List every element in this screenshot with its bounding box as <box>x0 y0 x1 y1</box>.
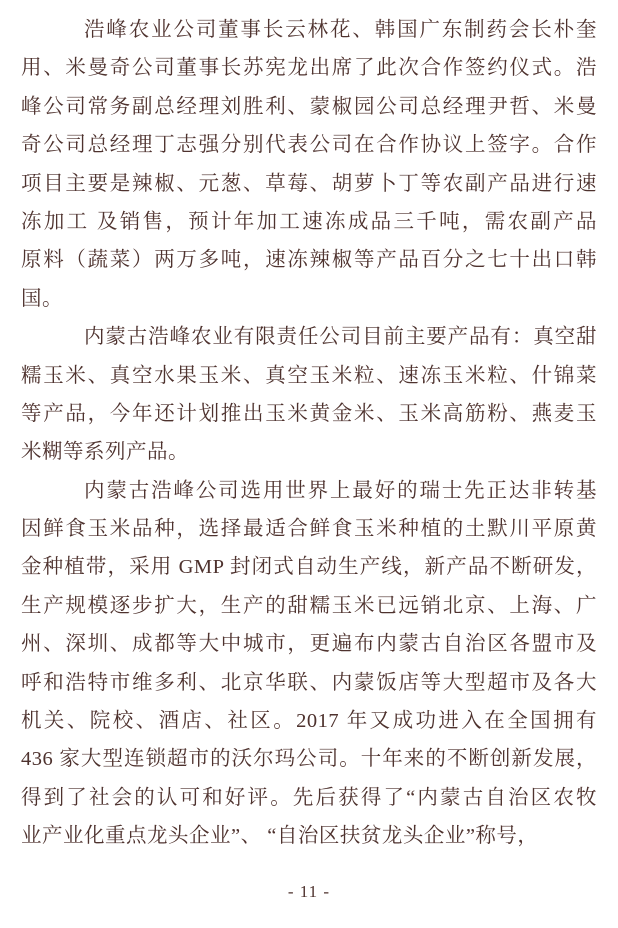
text-line: 原料（蔬菜）两万多吨，速冻辣椒等产品百分之七十出口韩 <box>21 249 597 272</box>
text-line: 米糊等系列产品。 <box>21 441 189 464</box>
text-line: 得到了社会的认可和好评。先后获得了“内蒙古自治区农牧 <box>21 786 597 809</box>
text-line: 冻加工 及销售，预计年加工速冻成品三千吨，需农副产品 <box>21 210 597 233</box>
document-text-block <box>21 11 597 856</box>
text-line: 项目主要是辣椒、元葱、草莓、胡萝卜丁等农副产品进行速 <box>21 172 597 195</box>
text-line: 436 家大型连锁超市的沃尔玛公司。十年来的不断创新发展， <box>21 748 597 771</box>
text-line: 因鲜食玉米品种，选择最适合鲜食玉米种植的土默川平原黄 <box>21 518 597 541</box>
text-line: 浩峰农业公司董事长云林花、韩国广东制药会长朴奎 <box>84 19 597 41</box>
text-line: 等产品，今年还计划推出玉米黄金米、玉米高筋粉、燕麦玉 <box>21 402 597 425</box>
text-line: 呼和浩特市维多利、北京华联、内蒙饭店等大型超市及各大 <box>21 671 597 694</box>
text-line: 金种植带，采用 GMP 封闭式自动生产线，新产品不断研发， <box>21 556 597 579</box>
text-line: 州、深圳、成都等大中城市，更遍布内蒙古自治区各盟市及 <box>21 633 597 656</box>
text-line: 用、米曼奇公司董事长苏宪龙出席了此次合作签约仪式。浩 <box>21 57 597 80</box>
text-line: 内蒙古浩峰公司选用世界上最好的瑞士先正达非转基 <box>84 479 597 502</box>
text-line: 奇公司总经理丁志强分别代表公司在合作协议上签字。合作 <box>21 134 597 157</box>
text-line: 内蒙古浩峰农业有限责任公司目前主要产品有：真空甜 <box>84 326 597 349</box>
text-line: 糯玉米、真空水果玉米、真空玉米粒、速冻玉米粒、什锦菜 <box>21 364 597 387</box>
text-line: 机关、院校、酒店、社区。2017 年又成功进入在全国拥有 <box>21 710 597 733</box>
text-line: 业产业化重点龙头企业”、 “自治区扶贫龙头企业”称号， <box>21 825 539 848</box>
text-line: 峰公司常务副总经理刘胜利、蒙椒园公司总经理尹哲、米曼 <box>21 95 597 118</box>
text-line: 国。 <box>21 287 63 310</box>
page-number: - 11 - <box>287 882 331 901</box>
text-line: 生产规模逐步扩大，生产的甜糯玉米已远销北京、上海、广 <box>21 594 597 617</box>
